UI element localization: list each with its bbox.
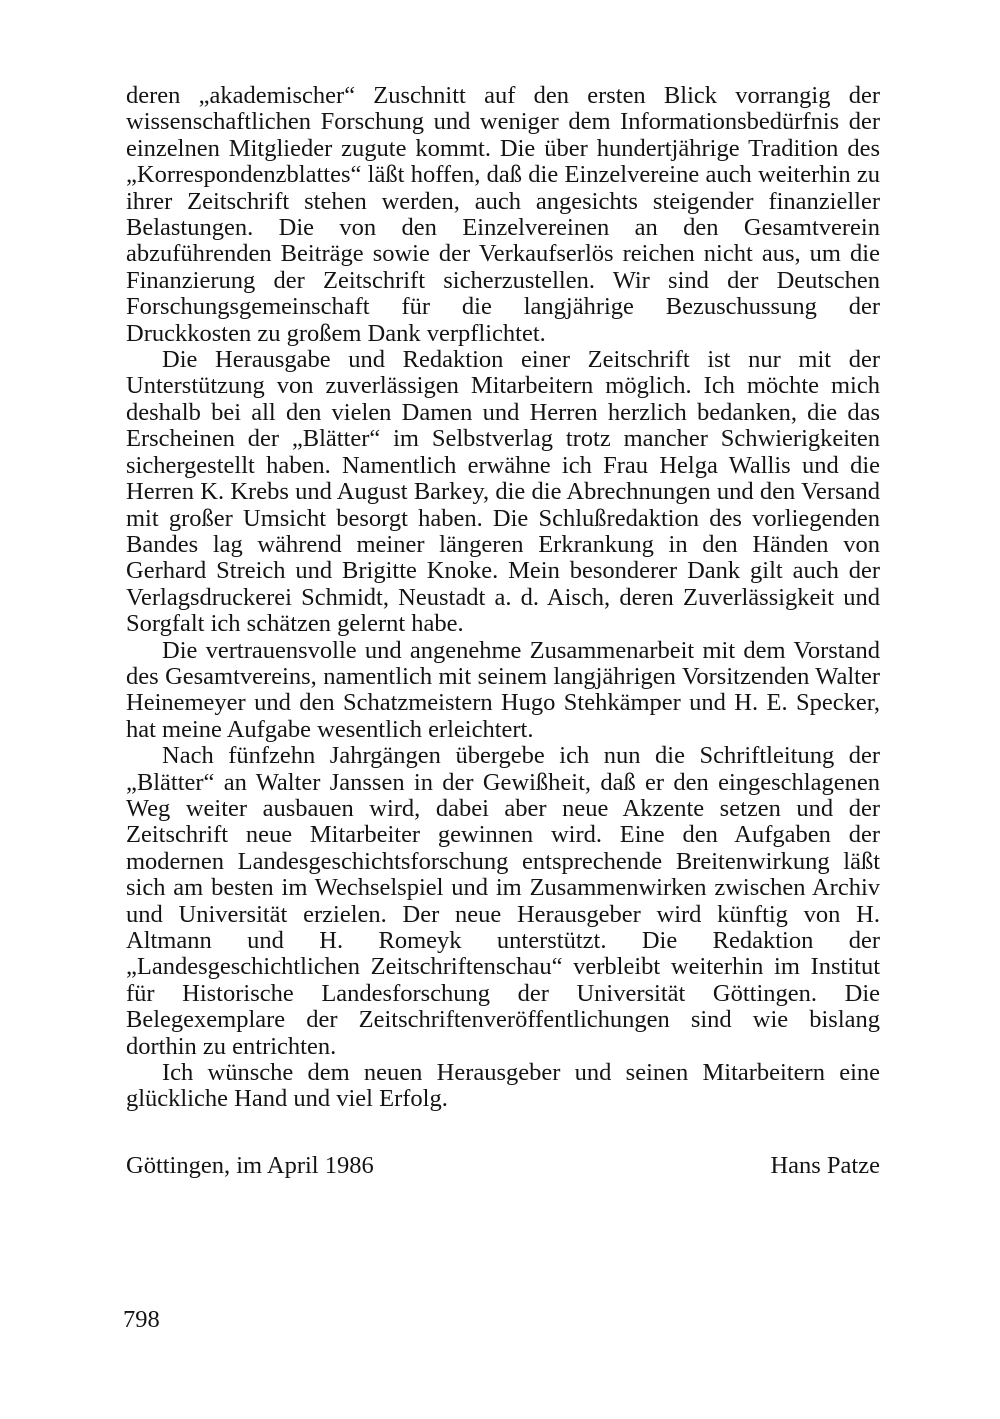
page-number: 798 bbox=[123, 1306, 160, 1333]
paragraph-handover: Nach fünfzehn Jahrgängen übergebe ich nun die Schriftleitung der „Blätter“ an Walter Janssen in der Gewißheit, daß er den eingeschlagenen Weg weiter ausbauen wird, dabei aber neue Akzente setzen und der Zeitschrift neue Mitarbeiter gewinnen wird. Eine den Aufgaben der modernen Landesgeschichtsforschung entsprechende Breitenwirkung läßt sich am besten im Wechselspiel und im Zusammenwirken zwischen Archiv und Universität erzielen. Der neue Herausgeber wird künftig von H. Altmann und H. Romeyk unterstützt. Die Redaktion der „Landesgeschichtlichen Zeitschriftenschau“ verbleibt weiterhin im Institut für Historische Landesforschung der Universität Göttingen. Die Belegexemplare der Zeitschriftenveröffentlichungen sind wie bislang dorthin zu entrichten. bbox=[126, 742, 880, 1060]
author-signature-name: Hans Patze bbox=[770, 1152, 880, 1179]
paragraph-continuation: deren „akademischer“ Zuschnitt auf den ersten Blick vorrangig der wissenschaftlichen Forschung und weniger dem Informationsbedürfnis der einzelnen Mitglieder zugute kommt. Die über hundertjährige Tradition des „Korrespondenzblattes“ läßt hoffen, daß die Einzelvereine auch weiterhin zu ihrer Zeitschrift stehen werden, auch angesichts steigender finanzieller Belastungen. Die von den Einzelvereinen an den Gesamtverein abzuführenden Beiträge sowie der Verkaufserlös reichen nicht aus, um die Finanzierung der Zeitschrift sicherzustellen. Wir sind der Deutschen Forschungsgemeinschaft für die langjährige Bezuschussung der Druckkosten zu großem Dank verpflichtet. bbox=[126, 82, 880, 347]
signoff-line bbox=[126, 1153, 880, 1179]
paragraph-closing-wish: Ich wünsche dem neuen Herausgeber und seinen Mitarbeitern eine glückliche Hand und viel Erfolg. bbox=[126, 1059, 880, 1113]
paragraph-board-thanks: Die vertrauensvolle und angenehme Zusammenarbeit mit dem Vorstand des Gesamtvereins, namentlich mit seinem langjährigen Vorsitzenden Walter Heinemeyer und den Schatzmeistern Hugo Stehkämper und H. E. Specker, hat meine Aufgabe wesentlich erleichtert. bbox=[126, 636, 880, 743]
paragraph-acknowledgements: Die Herausgabe und Redaktion einer Zeitschrift ist nur mit der Unterstützung von zuverlässigen Mitarbeitern möglich. Ich möchte mich deshalb bei all den vielen Damen und Herren herzlich bedanken, die das Erscheinen der „Blätter“ im Selbstverlag trotz mancher Schwierigkeiten sichergestellt haben. Namentlich erwähne ich Frau Helga Wallis und die Herren K. Krebs und August Barkey, die die Abrechnungen und den Versand mit großer Umsicht besorgt haben. Die Schlußredaktion des vorliegenden Bandes lag während meiner längeren Erkrankung in den Händen von Gerhard Streich und Brigitte Knoke. Mein besonderer Dank gilt auch der Verlagsdruckerei Schmidt, Neustadt a. d. Aisch, deren Zuverlässigkeit und Sorgfalt ich schätzen gelernt habe. bbox=[126, 346, 880, 638]
place-and-date: Göttingen, im April 1986 bbox=[126, 1152, 374, 1179]
body-text bbox=[126, 83, 880, 1113]
